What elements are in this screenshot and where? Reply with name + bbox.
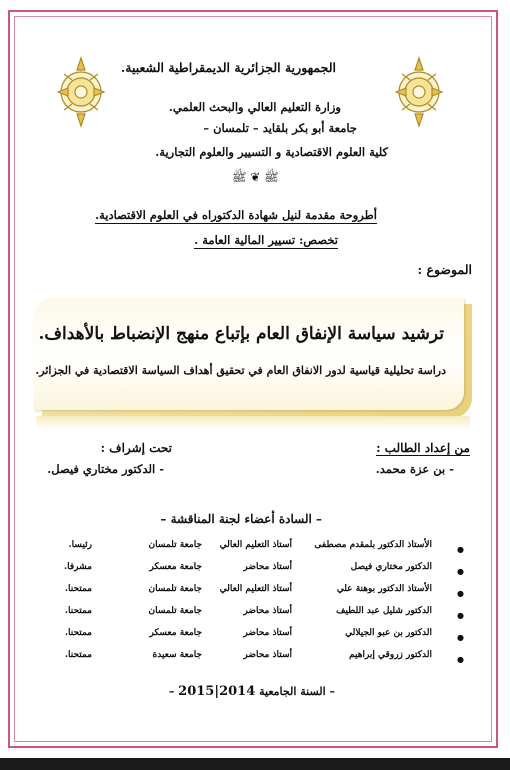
jury-member-name: الأستاذ الدكتور بلمقدم مصطفى — [314, 540, 432, 550]
jury-member-role: ممتحنا. — [64, 606, 92, 616]
banner-panel — [34, 298, 464, 410]
jury-member-name: الدكتور زروقي إبراهيم — [349, 650, 432, 660]
jury-member-role: مشرفا. — [64, 562, 92, 572]
year-label: – السنة الجامعية — [259, 685, 335, 698]
student-name: - بن عزة محمد. — [375, 462, 454, 476]
subject-label: الموضوع : — [417, 262, 472, 277]
jury-member-university: جامعة تلمسان — [148, 606, 202, 616]
university-emblem-icon — [52, 52, 110, 132]
jury-member-name: الدكتور بن عبو الجيلالي — [345, 628, 432, 638]
jury-member-rank: أستاذ محاضر — [243, 606, 292, 616]
bullet-icon: ● — [457, 544, 464, 554]
jury-row — [38, 650, 464, 670]
bullet-icon: ● — [457, 610, 464, 620]
jury-row — [38, 540, 464, 560]
thesis-type: أطروحة مقدمة لنيل شهادة الدكتوراه في العلوم الاقتصادية. — [95, 208, 377, 222]
jury-member-university: جامعة معسكر — [149, 628, 202, 638]
academic-year — [169, 684, 335, 699]
republic-heading: الجمهورية الجزائرية الديمقراطية الشعبية. — [120, 60, 336, 75]
jury-member-university: جامعة معسكر — [149, 562, 202, 572]
jury-heading: – السادة أعضاء لجنة المناقشة – — [160, 512, 322, 526]
prepared-by-label: من إعداد الطالب : — [376, 441, 470, 455]
year-tail: – — [168, 685, 175, 698]
bottom-bar — [0, 758, 510, 770]
jury-member-university: جامعة تلمسان — [148, 584, 202, 594]
jury-row — [38, 628, 464, 648]
university-line: جامعة أبو بكر بلقايد – تلمسان – — [203, 121, 357, 135]
bullet-icon: ● — [457, 654, 464, 664]
jury-row — [38, 584, 464, 604]
ministry-line: وزارة التعليم العالي والبحث العلمي. — [168, 100, 341, 114]
jury-member-role: ممتحنا. — [64, 628, 92, 638]
year-separator: | — [214, 684, 220, 699]
thesis-subtitle: دراسة تحليلية قياسية لدور الانفاق العام في تحقيق أهداف السياسة الاقتصادية في الجزائر. — [35, 364, 446, 377]
jury-member-university: جامعة تلمسان — [148, 540, 202, 550]
supervisor-name: - الدكتور مختاري فيصل. — [47, 462, 164, 476]
specialty-line: تخصص: تسيير المالية العامة . — [194, 233, 338, 247]
jury-member-rank: أستاذ محاضر — [243, 628, 292, 638]
jury-row — [38, 606, 464, 626]
title-banner — [34, 298, 468, 416]
jury-member-name: الدكتور شليل عبد اللطيف — [336, 606, 432, 616]
jury-member-rank: أستاذ التعليم العالي — [219, 540, 292, 550]
jury-member-role: ممتحنا. — [64, 584, 92, 594]
jury-member-role: رئيسا. — [68, 540, 92, 550]
bullet-icon: ● — [457, 632, 464, 642]
supervision-label: تحت إشراف : — [100, 441, 172, 455]
jury-member-rank: أستاذ التعليم العالي — [219, 584, 292, 594]
faculty-line: كلية العلوم الاقتصادية و التسيير والعلوم التجارية. — [155, 145, 388, 159]
banner-glow — [36, 416, 470, 430]
year-start: 2014 — [219, 684, 256, 699]
jury-member-name: الأستاذ الدكتور بوهنة علي — [336, 584, 432, 594]
thesis-title: ترشيد سياسة الإنفاق العام بإتباع منهج الإنضباط بالأهداف. — [38, 324, 444, 344]
jury-member-rank: أستاذ محاضر — [243, 650, 292, 660]
bullet-icon: ● — [457, 588, 464, 598]
jury-member-name: الدكتور مختاري فيصل — [350, 562, 432, 572]
jury-row — [38, 562, 464, 582]
university-emblem-icon — [390, 52, 448, 132]
bullet-icon: ● — [457, 566, 464, 576]
ornament-divider: ﷺ ❦ ﷺ — [232, 170, 279, 184]
jury-member-rank: أستاذ محاضر — [243, 562, 292, 572]
jury-member-role: ممتحنا. — [64, 650, 92, 660]
year-end: 2015 — [178, 684, 215, 699]
jury-member-university: جامعة سعيدة — [152, 650, 202, 660]
